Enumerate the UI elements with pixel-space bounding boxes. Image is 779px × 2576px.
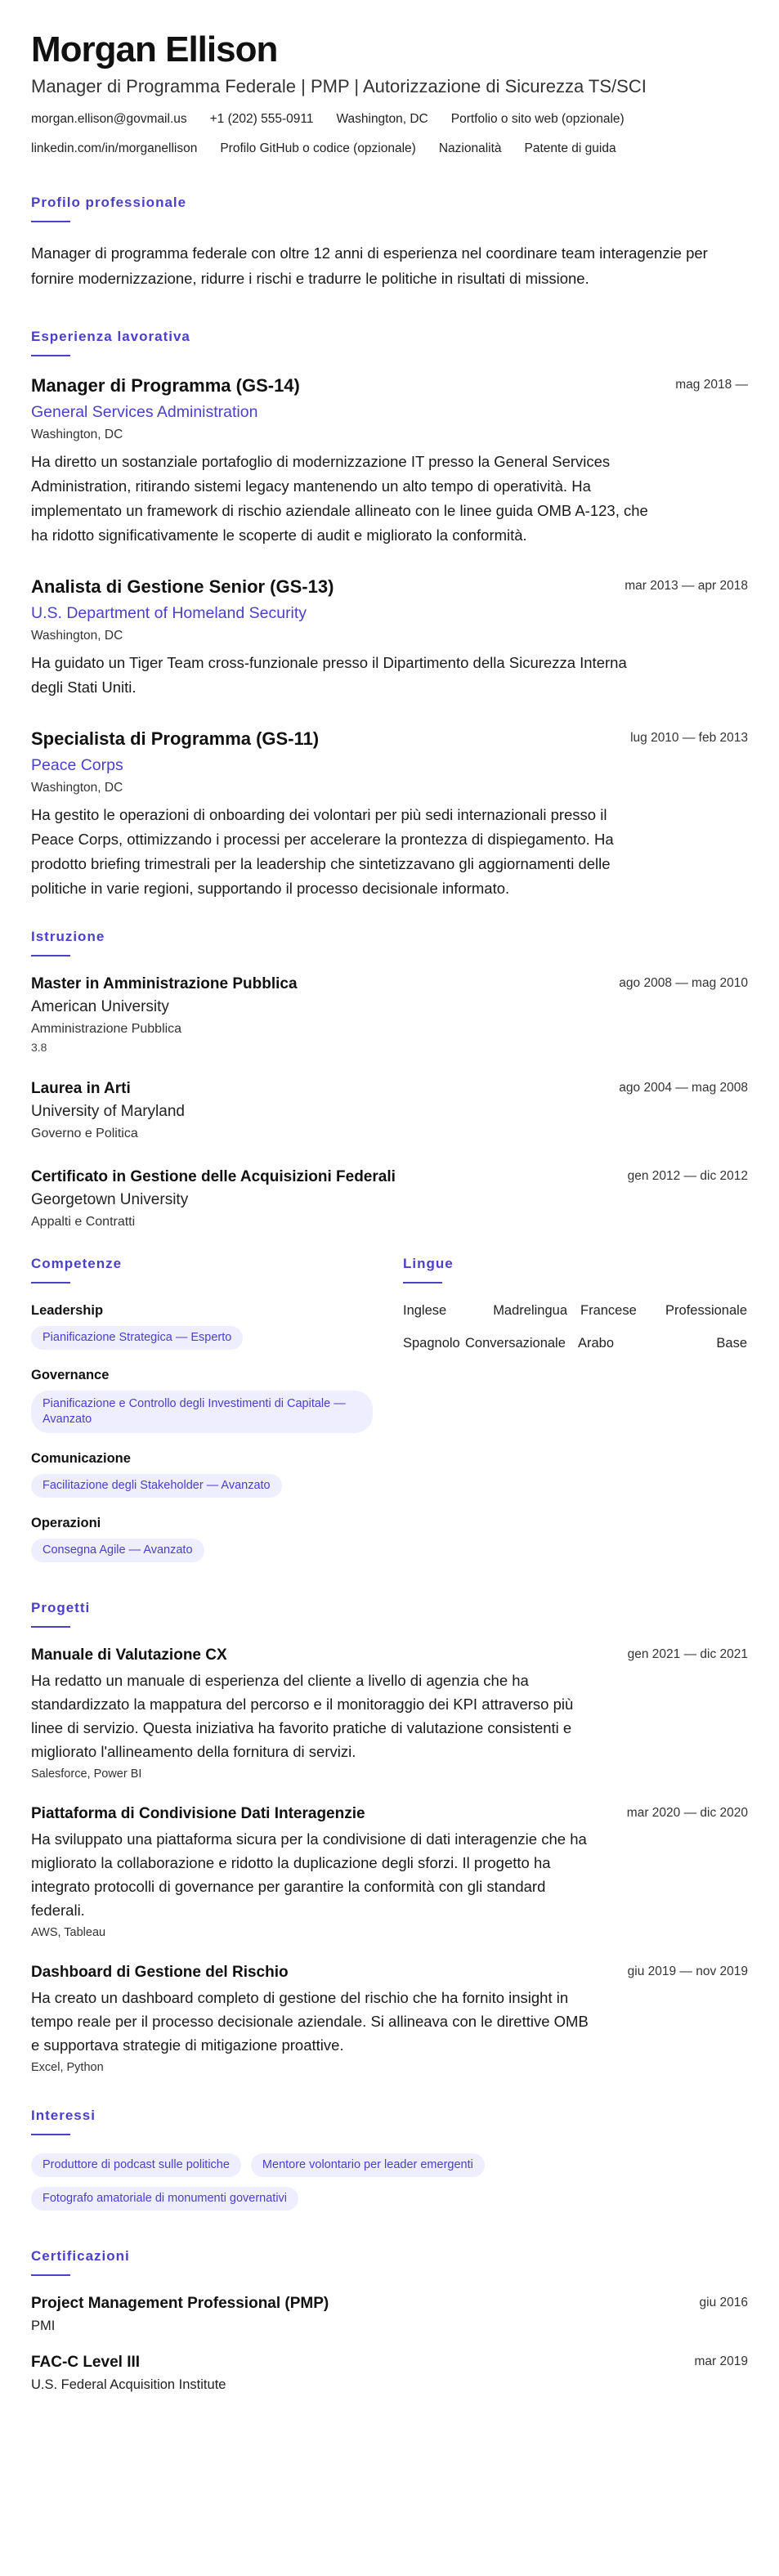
skills-section [31, 1256, 403, 1579]
contact-phone[interactable]: +1 (202) 555-0911 [209, 112, 314, 126]
job-organization: General Services Administration [31, 403, 258, 421]
project-technologies: AWS, Tableau [31, 1926, 106, 1939]
project-description: Ha redatto un manuale di esperienza del cliente a livello di agenzia che ha standardizzato la mappatura del percorso e il monitoraggio dei KPI attraverso più linee di servizio. Questa iniziativa ha favorito pratiche di valutazione consistenti e migliorato l'allineamento della fornitura di servizi. [31, 1672, 574, 1760]
language-proficiency: Professionale [665, 1303, 747, 1318]
degree: Laurea in Arti [31, 1080, 131, 1097]
contact-website[interactable]: Portfolio o sito web (opzionale) [450, 112, 625, 126]
language-proficiency: Base [716, 1336, 747, 1351]
skill-chip: Pianificazione Strategica — Esperto [31, 1326, 243, 1350]
interests-list [31, 2153, 554, 2211]
certification-issuer: PMI [31, 2318, 56, 2333]
school: University of Maryland [31, 1103, 185, 1120]
education-section [31, 929, 748, 1231]
section-divider [31, 1282, 70, 1284]
skill-group [31, 1514, 403, 1562]
job-entry [31, 374, 748, 548]
section-divider [31, 2134, 70, 2135]
degree: Master in Amministrazione Pubblica [31, 975, 298, 992]
job-location: Washington, DC [31, 629, 123, 643]
education-dates: gen 2012 — dic 2012 [627, 1169, 748, 1183]
skill-group [31, 1366, 403, 1433]
project-dates: gen 2021 — dic 2021 [627, 1647, 748, 1661]
project-description: Ha creato un dashboard completo di gestione del rischio che ha fornito insight in tempo reale per il processo decisionale aziendale. Si allineava con le direttive OMB e supportava strategie di mitigazione proattive. [31, 1989, 589, 2054]
interest-chip: Fotografo amatoriale di monumenti governativi [31, 2187, 298, 2211]
language-row [403, 1334, 747, 1352]
job-description: Ha guidato un Tiger Team cross-funzionale presso il Dipartimento della Sicurezza Interna degli Stati Uniti. [31, 654, 627, 696]
certification-name: Project Management Professional (PMP) [31, 2295, 329, 2312]
skill-category: Leadership [31, 1303, 104, 1318]
section-title: Progetti [31, 1600, 91, 1615]
field-of-study: Governo e Politica [31, 1127, 138, 1140]
job-description: Ha diretto un sostanziale portafoglio di modernizzazione IT presso la General Services Administration, ritirando sistemi legacy mantenendo un alto tempo di operatività. Ha implementato un framework di rischio aziendale allineato con le linee guida OMB A-123, che ha ridotto significativamente le scoperte di audit e migliorato la conformità. [31, 453, 648, 544]
school: American University [31, 998, 169, 1015]
section-divider [31, 221, 70, 222]
certification-issuer: U.S. Federal Acquisition Institute [31, 2377, 226, 2392]
language-proficiency: Madrelingua [493, 1303, 567, 1318]
project-dates: mar 2020 — dic 2020 [626, 1806, 748, 1820]
skill-category: Operazioni [31, 1516, 101, 1530]
headline: Manager di Programma Federale | PMP | Autorizzazione di Sicurezza TS/SCI [31, 76, 647, 96]
skill-group [31, 1449, 403, 1498]
section-title: Lingue [403, 1256, 454, 1271]
interests-section [31, 2108, 748, 2211]
certification-date: giu 2016 [699, 2296, 748, 2309]
project-title: Piattaforma di Condivisione Dati Interagenzie [31, 1805, 365, 1822]
summary-section [31, 195, 748, 291]
field-of-study: Appalti e Contratti [31, 1215, 136, 1229]
education-dates: ago 2008 — mag 2010 [619, 976, 748, 990]
job-entry [31, 576, 748, 700]
skill-category: Comunicazione [31, 1451, 131, 1466]
experience-section [31, 329, 748, 901]
contact-location: Washington, DC [336, 112, 428, 126]
skill-chip: Consegna Agile — Avanzato [31, 1539, 204, 1562]
job-title: Analista di Gestione Senior (GS-13) [31, 576, 334, 597]
projects-section [31, 1600, 748, 2075]
project-title: Dashboard di Gestione del Rischio [31, 1964, 289, 1981]
project-dates: giu 2019 — nov 2019 [627, 1964, 748, 1978]
education-dates: ago 2004 — mag 2008 [619, 1081, 748, 1095]
language-name: Spagnolo [403, 1336, 460, 1351]
contact-list [31, 111, 669, 157]
job-location: Washington, DC [31, 428, 123, 441]
section-title: Istruzione [31, 929, 105, 944]
education-entry [31, 1079, 748, 1143]
contact-nationality: Nazionalità [438, 141, 502, 155]
job-title: Manager di Programma (GS-14) [31, 375, 300, 396]
section-title: Certificazioni [31, 2248, 130, 2264]
language-row [403, 1301, 747, 1319]
certification-name: FAC-C Level III [31, 2354, 141, 2371]
interest-chip: Mentore volontario per leader emergenti [251, 2153, 485, 2177]
section-divider [403, 1282, 442, 1284]
section-title: Esperienza lavorativa [31, 329, 190, 344]
job-organization: Peace Corps [31, 756, 123, 774]
school: Georgetown University [31, 1191, 189, 1208]
job-dates: mar 2013 — apr 2018 [625, 579, 748, 593]
section-divider [31, 355, 70, 356]
skill-chip: Pianificazione e Controllo degli Investimenti di Capitale — Avanzato [31, 1391, 373, 1433]
job-entry [31, 728, 748, 901]
section-divider [31, 1626, 70, 1628]
certification-entry [31, 2294, 748, 2335]
certification-entry [31, 2353, 748, 2394]
section-title: Competenze [31, 1256, 123, 1271]
job-title: Specialista di Programma (GS-11) [31, 728, 320, 749]
skills-languages-row [31, 1256, 748, 1579]
skill-chip: Facilitazione degli Stakeholder — Avanzato [31, 1474, 282, 1498]
job-dates: mag 2018 — [675, 378, 748, 392]
project-entry [31, 1804, 748, 1940]
skill-group [31, 1301, 403, 1350]
candidate-name: Morgan Ellison [31, 29, 278, 69]
section-divider [31, 2274, 70, 2276]
certification-date: mar 2019 [694, 2354, 748, 2368]
section-title: Profilo professionale [31, 195, 187, 210]
project-description: Ha sviluppato una piattaforma sicura per la condivisione di dati interagenzie che ha migliorato la collaborazione e ridotto la duplicazione degli sforzi. Il progetto ha integrato protocolli di governance per garantire la conformità con gli standard federali. [31, 1830, 587, 1919]
field-of-study: Amministrazione Pubblica [31, 1022, 182, 1036]
summary-text: Manager di programma federale con oltre 12 anni di esperienza nel coordinare team interagenzie per fornire modernizzazione, ridurre i rischi e tradurre le politiche in risultati di missione. [31, 244, 708, 287]
resume-header [31, 29, 748, 157]
job-description: Ha gestito le operazioni di onboarding dei volontari per più sedi internazionali presso il Peace Corps, ottimizzando i processi per accelerare la prontezza di dispiegamento. Ha prodotto briefing trimestrali per la leadership che sintetizzavano gli aggiornamenti delle politiche in varie regioni, supportando il processo decisionale informato. [31, 806, 614, 897]
contact-linkedin[interactable]: linkedin.com/in/morganellison [31, 141, 198, 155]
contact-license: Patente di guida [524, 141, 616, 155]
project-technologies: Excel, Python [31, 2061, 104, 2074]
gpa: 3.8 [31, 1041, 47, 1054]
section-divider [31, 955, 70, 956]
education-entry [31, 974, 748, 1055]
degree: Certificato in Gestione delle Acquisizioni Federali [31, 1168, 396, 1185]
project-entry [31, 1646, 748, 1781]
language-name: Arabo [578, 1336, 615, 1351]
job-location: Washington, DC [31, 781, 123, 795]
language-proficiency: Conversazionale [465, 1336, 566, 1351]
languages-table [403, 1301, 747, 1352]
interest-chip: Produttore di podcast sulle politiche [31, 2153, 241, 2177]
job-organization: U.S. Department of Homeland Security [31, 604, 307, 622]
job-dates: lug 2010 — feb 2013 [630, 731, 748, 745]
section-title: Interessi [31, 2108, 96, 2123]
project-entry [31, 1963, 748, 2075]
skill-category: Governance [31, 1368, 110, 1382]
contact-github[interactable]: Profilo GitHub o codice (opzionale) [220, 141, 416, 155]
language-name: Inglese [403, 1303, 447, 1318]
project-technologies: Salesforce, Power BI [31, 1767, 142, 1781]
languages-section [403, 1256, 747, 1579]
contact-email[interactable]: morgan.ellison@govmail.us [31, 112, 187, 126]
education-entry [31, 1167, 748, 1231]
language-name: Francese [580, 1303, 637, 1318]
project-title: Manuale di Valutazione CX [31, 1646, 227, 1664]
certifications-section [31, 2248, 748, 2394]
